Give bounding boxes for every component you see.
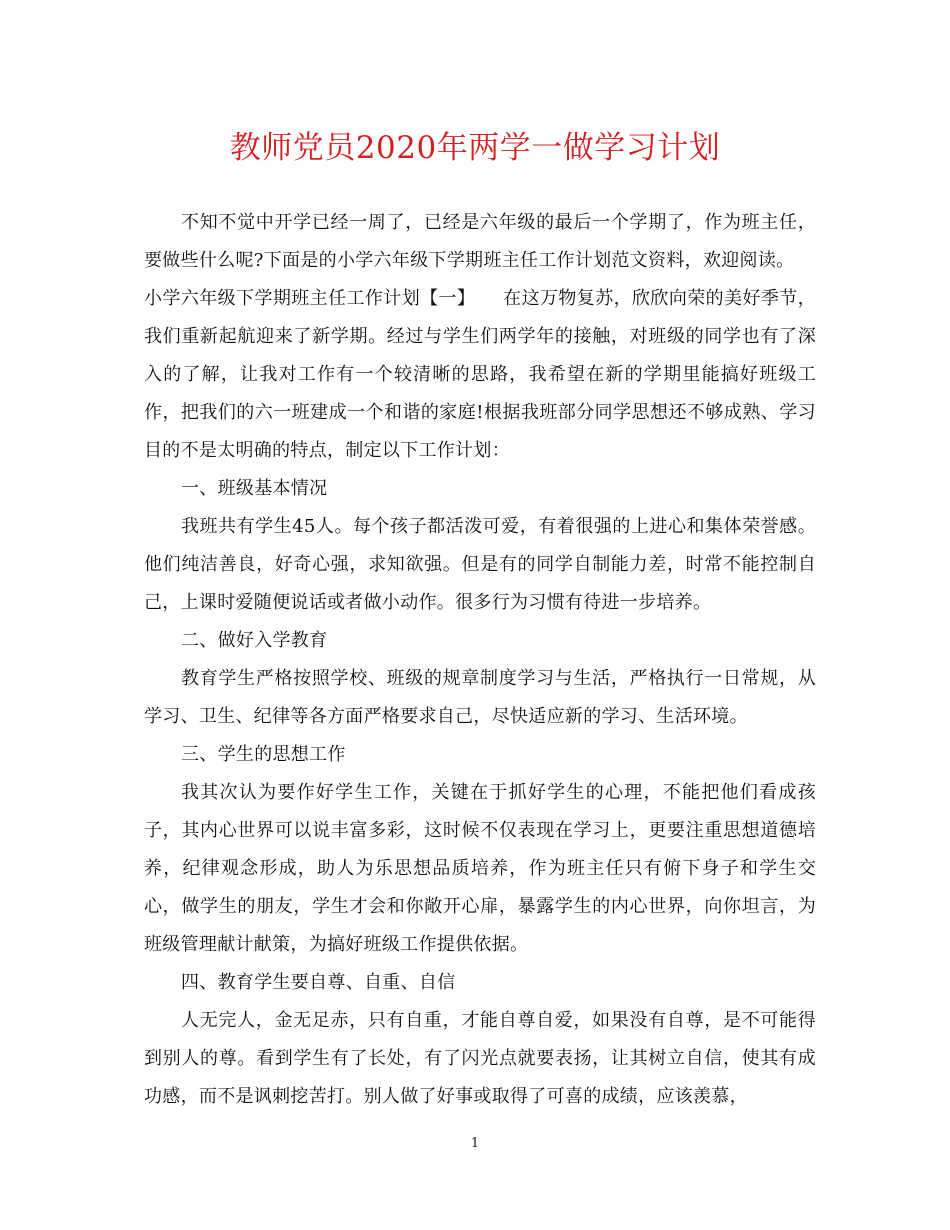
- document-body: [144, 204, 816, 1116]
- section-heading-2: 二、做好入学教育: [181, 630, 328, 651]
- document-title: 教师党员2020年两学一做学习计划: [229, 130, 721, 166]
- section-paragraph-2: 教育学生严格按照学校、班级的规章制度学习与生活，严格执行一日常规，从学习、卫生、纪律等各方面严格要求自己，尽快适应新的学习、生活环境。: [144, 668, 816, 727]
- plan-one-paragraph: 小学六年级下学期班主任工作计划【一】 在这万物复苏，欣欣向荣的美好季节，我们重新起航迎来了新学期。经过与学生们两学年的接触，对班级的同学也有了深入的了解，让我对工作有一个较清晰的思路，我希望在新的学期里能搞好班级工作，把我们的六一班建成一个和谐的家庭!根据我班部分同学思想还不够成熟、学习目的不是太明确的特点，制定以下工作计划：: [144, 288, 816, 461]
- intro-paragraph: 不知不觉中开学已经一周了，已经是六年级的最后一个学期了，作为班主任，要做些什么呢?下面是的小学六年级下学期班主任工作计划范文资料，欢迎阅读。: [144, 212, 816, 271]
- section-paragraph-3: 我其次认为要作好学生工作，关键在于抓好学生的心理，不能把他们看成孩子，其内心世界可以说丰富多彩，这时候不仅表现在学习上，更要注重思想道德培养，纪律观念形成，助人为乐思想品质培养，作为班主任只有俯下身子和学生交心，做学生的朋友，学生才会和你敞开心扉，暴露学生的内心世界，向你坦言，为班级管理献计献策，为搞好班级工作提供依据。: [144, 782, 816, 955]
- section-paragraph-4: 人无完人，金无足赤，只有自重，才能自尊自爱，如果没有自尊，是不可能得到别人的尊。看到学生有了长处，有了闪光点就要表扬，让其树立自信，使其有成功感，而不是讽刺挖苦打。别人做了好事或取得了可喜的成绩，应该羡慕，: [144, 1010, 816, 1107]
- section-heading-4: 四、教育学生要自尊、自重、自信: [181, 972, 456, 993]
- page-number: 1: [470, 1136, 480, 1151]
- section-heading-1: 一、班级基本情况: [181, 478, 328, 499]
- section-heading-3: 三、学生的思想工作: [181, 744, 346, 765]
- section-paragraph-1: 我班共有学生45人。每个孩子都活泼可爱，有着很强的上进心和集体荣誉感。他们纯洁善良，好奇心强，求知欲强。但是有的同学自制能力差，时常不能控制自己，上课时爱随便说话或者做小动作。很多行为习惯有待进一步培养。: [144, 516, 816, 613]
